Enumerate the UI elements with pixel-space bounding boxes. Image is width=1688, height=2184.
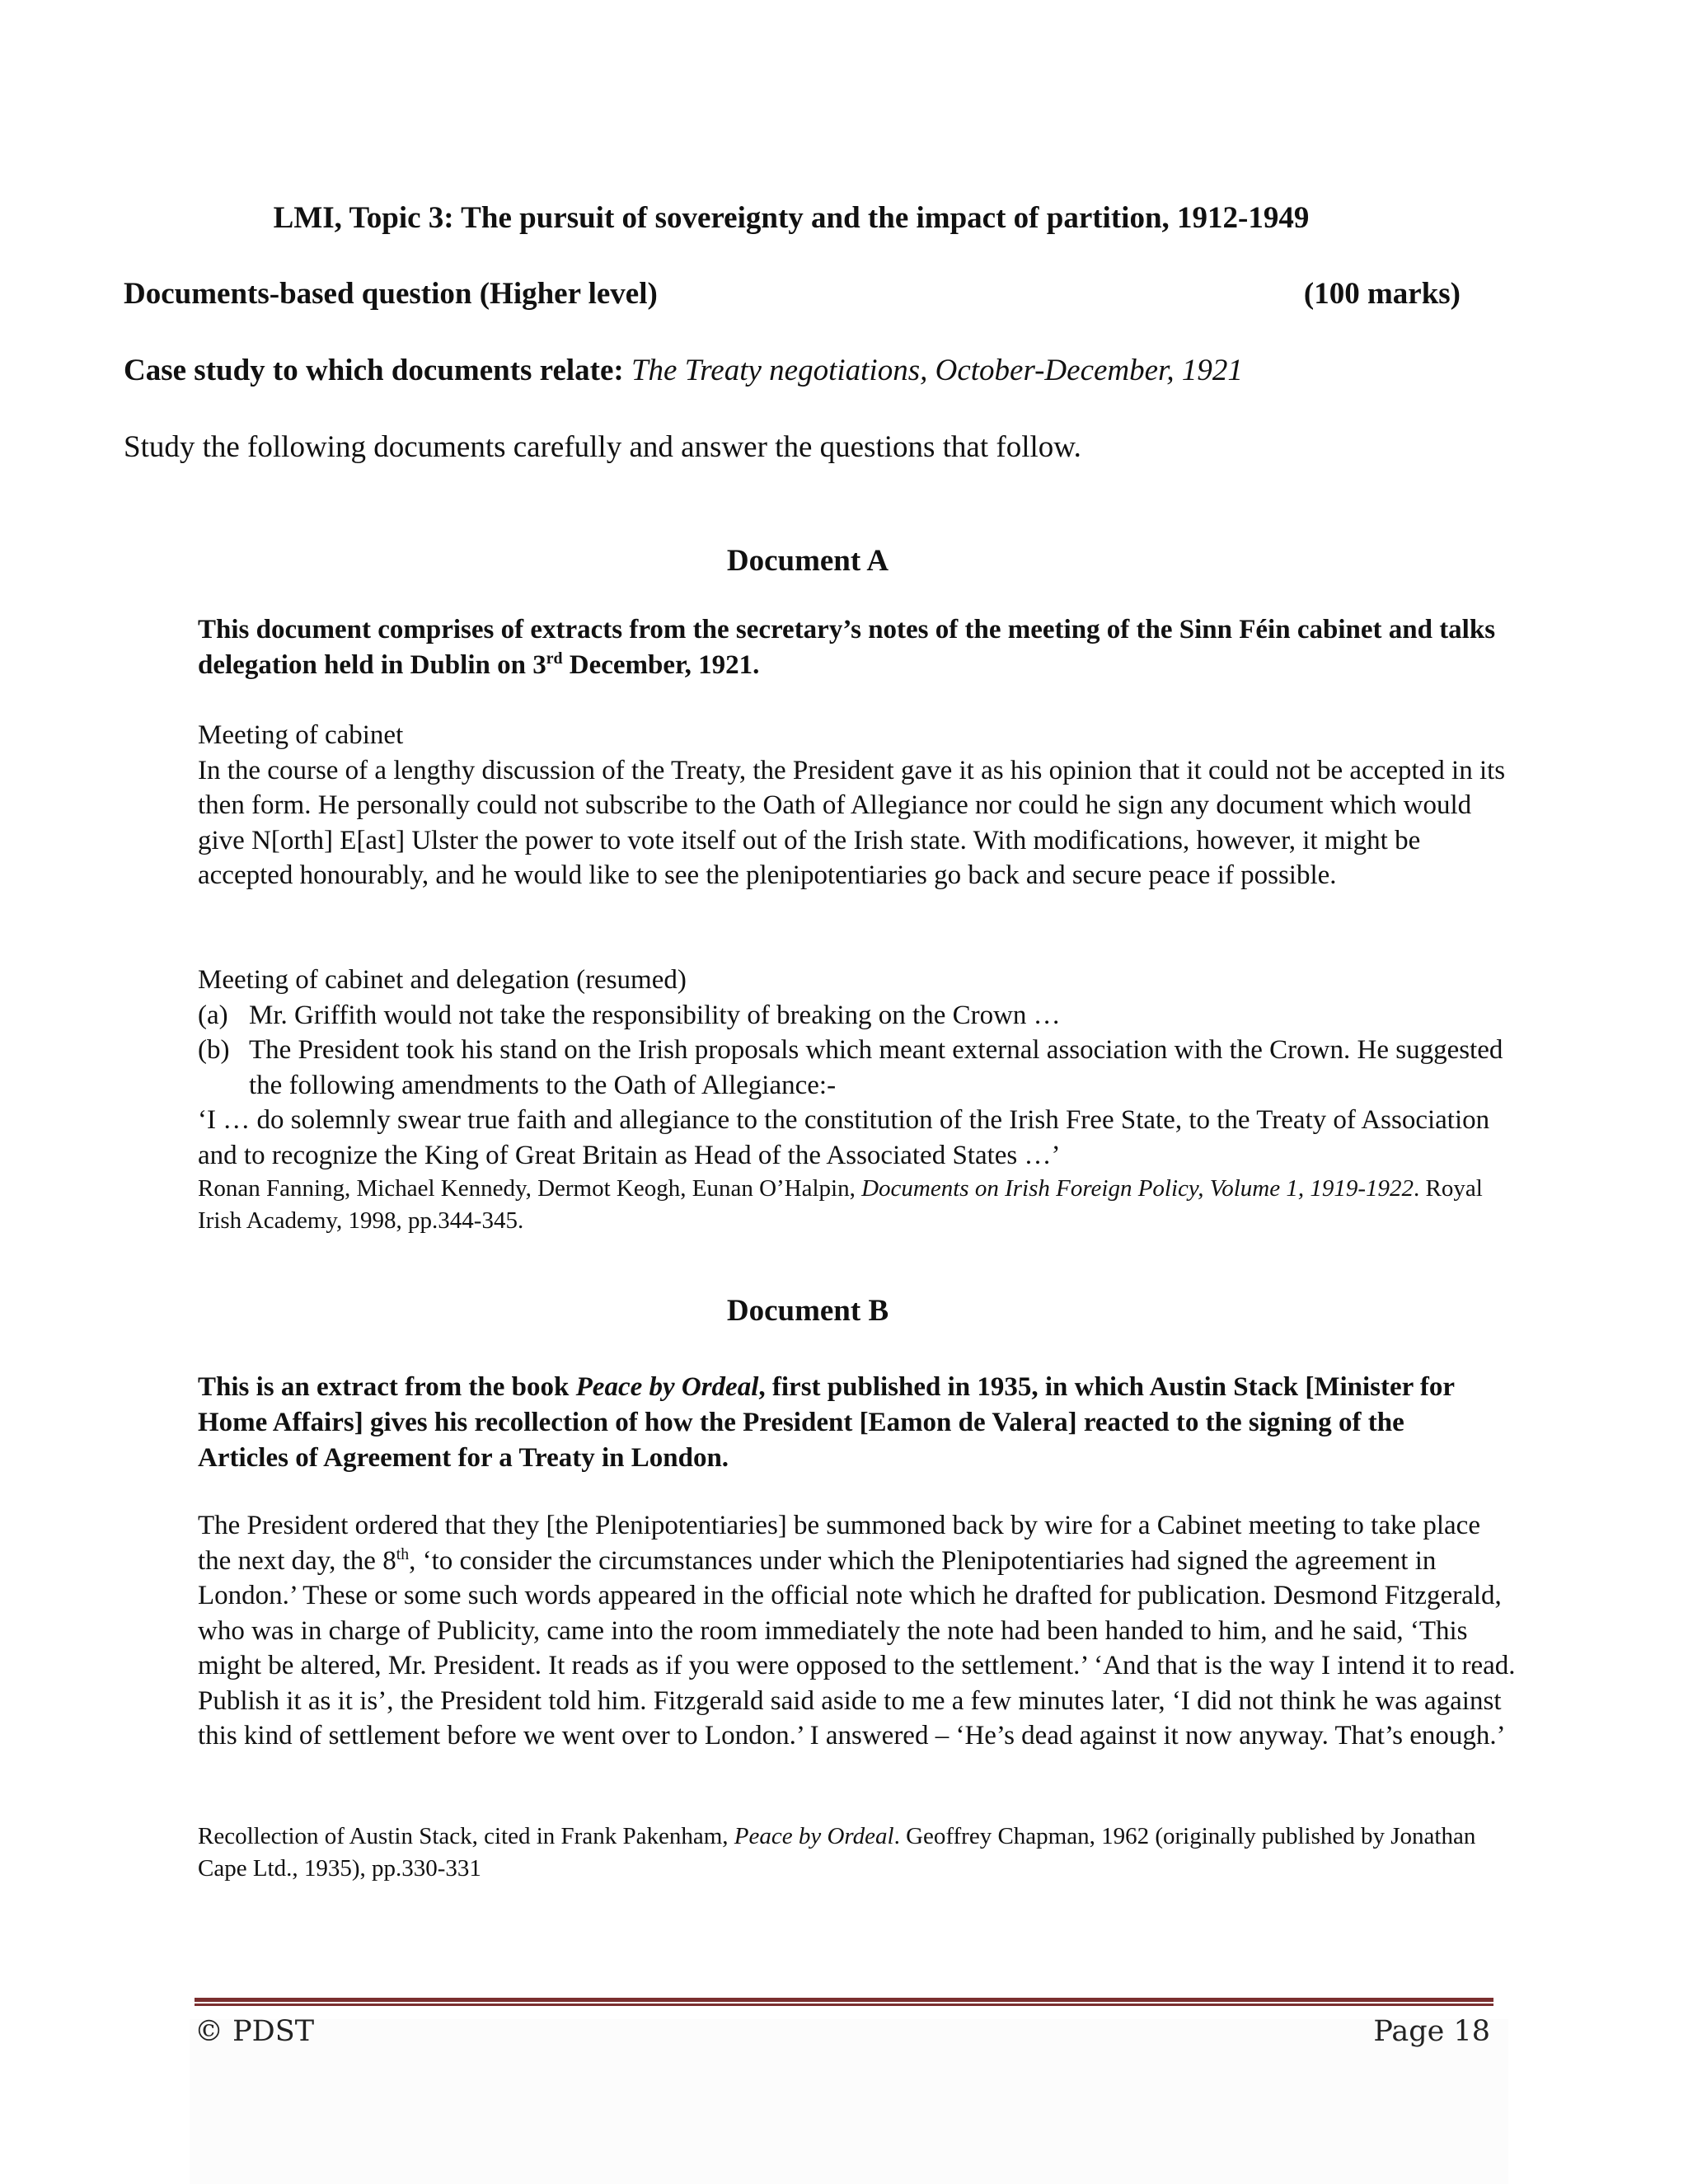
source-publisher: . Royal Irish Academy, 1998, pp.344-345.: [198, 1175, 1483, 1234]
footer-rule: [195, 1998, 1493, 2006]
footer-copyright: © PDST: [195, 2015, 315, 2048]
document-b-intro: [198, 1370, 1500, 1476]
question-type: Documents-based question (Higher level): [124, 277, 658, 311]
oath-quote: ‘I … do solemnly swear true faith and allegiance to the constitution of the Irish Free State, to the Treaty of Association and to recognize the King of Great Britain as Head of the Associated States …’: [198, 1105, 1490, 1170]
marks-label: (100 marks): [1303, 277, 1461, 311]
list-marker: (b): [198, 1035, 230, 1065]
document-a-body: [198, 718, 1517, 893]
section-body-cabinet: In the course of a lengthy discussion of the Treaty, the President gave it as his opinion that it could not be accepted in its then form. He personally could not subscribe to the Oath of Allegiance nor could he sign any document which would give N[orth] E[ast] Ulster the power to vote itself out of the Irish state. With modifications, however, it might be accepted honourably, and he would like to see the plenipotentiaries go back and secure peace if possible.: [198, 755, 1506, 890]
document-b-body-sup: th: [396, 1544, 410, 1563]
case-study-line: [124, 350, 1525, 391]
page-number: Page 18: [1373, 2015, 1490, 2048]
section-title-cabinet: Meeting of cabinet: [198, 720, 404, 750]
list-item: [198, 998, 1517, 1033]
document-a-intro-text: This document comprises of extracts from the secretary’s notes of the meeting of the Sinn Féin cabinet and talks delegation held in Dublin on 3: [198, 615, 1496, 680]
document-a-resumed: [198, 963, 1517, 1173]
list-marker: (a): [198, 1000, 228, 1030]
list-item-text: The President took his stand on the Irish proposals which meant external association with the Crown. He suggested the following amendments to the Oath of Allegiance:-: [249, 1035, 1503, 1100]
document-a-intro-sup: rd: [546, 649, 563, 668]
document-b-heading: Document B: [726, 1294, 889, 1328]
document-b-body-rest: , ‘to consider the circumstances under which the Plenipotentiaries had signed the agreement in London.’ These or some such words appeared in the official note which he drafted for publication. Desmond Fitzgerald, who was in charge of Publicity, came into the room immediately the note had been handed to him, and he said, ‘This might be altered, Mr. President. It reads as if you were opposed to the settlement.’ ‘And that is the way I intend it to read. Publish it as it is’, the President told him. Fitzgerald said aside to me a few minutes later, ‘I did not think he was against this kind of settlement before we went over to London.’ I answered – ‘He’s dead against it now anyway. That’s enough.’: [198, 1545, 1516, 1750]
document-a-heading: Document A: [726, 544, 889, 578]
document-b-source: [198, 1821, 1525, 1885]
source-authors: Ronan Fanning, Michael Kennedy, Dermot Keogh, Eunan O’Halpin,: [198, 1175, 862, 1202]
document-b-body: [198, 1508, 1517, 1754]
case-study-title: The Treaty negotiations, October-December, 1921: [631, 354, 1243, 387]
document-b-intro-text: This is an extract from the book: [198, 1372, 576, 1402]
case-study-label: Case study to which documents relate:: [124, 354, 624, 387]
source-publisher: . Geoffrey Chapman, 1962 (originally published by Jonathan Cape Ltd., 1935), pp.330-331: [198, 1823, 1476, 1882]
document-a-source: [198, 1173, 1525, 1237]
list-item-text: Mr. Griffith would not take the responsibility of breaking on the Crown …: [249, 1000, 1061, 1030]
source-citation: Recollection of Austin Stack, cited in Frank Pakenham,: [198, 1823, 734, 1849]
document-a-intro-date: December, 1921.: [562, 650, 760, 680]
section-title-resumed: Meeting of cabinet and delegation (resumed): [198, 965, 687, 995]
document-b-intro-book: Peace by Ordeal: [575, 1372, 759, 1402]
document-a-intro: [198, 612, 1500, 683]
list-item: [198, 1033, 1517, 1103]
source-title: Peace by Ordeal: [734, 1823, 894, 1849]
instruction-text: Study the following documents carefully and answer the questions that follow.: [124, 430, 1081, 464]
source-title: Documents on Irish Foreign Policy, Volume 1, 1919-1922: [861, 1175, 1414, 1202]
document-b-body-text: The President ordered that they [the Plenipotentiaries] be summoned back by wire for a Cabinet meeting to take place the next day, the 8: [198, 1511, 1480, 1576]
document-b-intro-rest: , first published in 1935, in which Austin Stack [Minister for Home Affairs] gives his recollection of how the President [Eamon de Valera] reacted to the signing of the Articles of Agreement for a Treaty in London.: [198, 1372, 1455, 1473]
page-title: LMI, Topic 3: The pursuit of sovereignty and the impact of partition, 1912-1949: [273, 201, 1310, 235]
